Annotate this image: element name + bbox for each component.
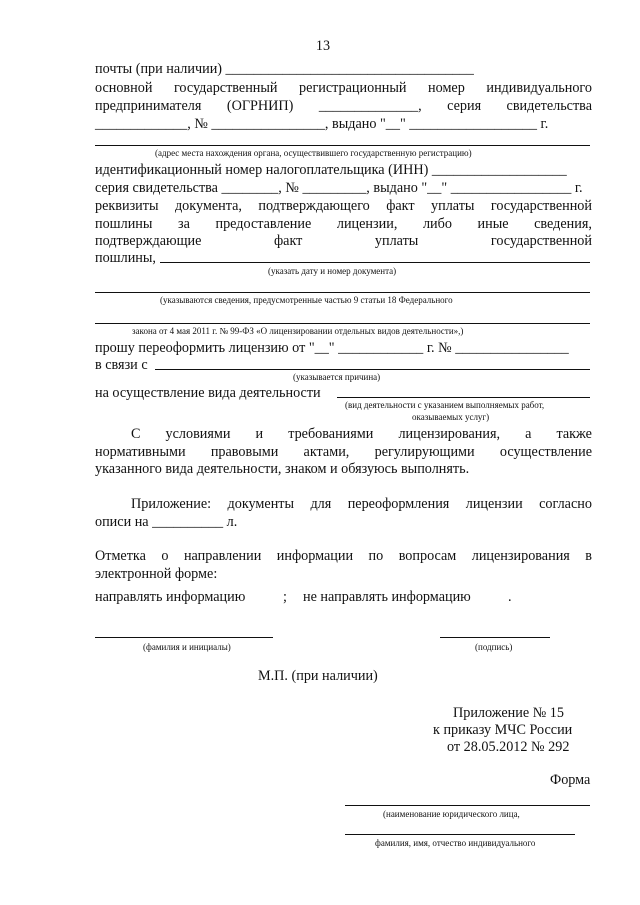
- postal-line: почты (при наличии) ___________________________________: [95, 61, 474, 77]
- appendix-number: Приложение № 15: [453, 705, 564, 721]
- fee-line-label: пошлины,: [95, 250, 156, 266]
- inn-line: идентификационный номер налогоплательщика (ИНН) ___________________: [95, 162, 567, 178]
- conditions-line-2: нормативными правовыми актами, регулирующими осуществление: [95, 444, 592, 460]
- form-label: Форма: [550, 772, 591, 788]
- ogrnip-line-1: основной государственный регистрационный номер индивидуального: [95, 80, 592, 96]
- fee-details-line-3: подтверждающие факт уплаты государственной: [95, 233, 592, 249]
- certificate-series-line: серия свидетельства ________, № _________, выдано "__" _________________ г.: [95, 180, 583, 196]
- fee-details-line-1: реквизиты документа, подтверждающего факт уплаты государственной: [95, 198, 592, 214]
- caption-article-9: (указываются сведения, предусмотренные частью 9 статьи 18 Федерального: [160, 295, 453, 305]
- caption-legal-entity: (наименование юридического лица,: [383, 809, 520, 819]
- activity-rule: [337, 397, 590, 398]
- fee-rule: [160, 262, 590, 263]
- electronic-notice-line-1: Отметка о направлении информации по вопросам лицензирования в: [95, 548, 592, 564]
- info-rule-1: [95, 292, 590, 293]
- activity-label: на осуществление вида деятельности: [95, 385, 321, 401]
- caption-date-number: (указать дату и номер документа): [268, 266, 397, 276]
- appendix-date: от 28.05.2012 № 292: [447, 739, 570, 755]
- entrepreneur-rule: [345, 834, 575, 835]
- reason-rule: [155, 369, 590, 370]
- caption-activity-2: оказываемых услуг): [412, 412, 490, 422]
- info-rule-2: [95, 323, 590, 324]
- stamp-placeholder: М.П. (при наличии): [258, 668, 378, 684]
- certificate-line: _____________, № ________________, выдано "__" __________________ г.: [95, 116, 549, 132]
- reissue-request-line: прошу переоформить лицензию от "__" ____________ г. № ________________: [95, 340, 569, 356]
- page-number: 13: [315, 38, 331, 54]
- attachment-line-2: описи на __________ л.: [95, 514, 238, 530]
- attachment-line-1: Приложение: документы для переоформления лицензии согласно: [131, 496, 592, 512]
- ogrnip-line-2: предпринимателя (ОГРНИП) ______________, серия свидетельства: [95, 98, 592, 114]
- appendix-order: к приказу МЧС России: [433, 722, 573, 738]
- option-send-info: направлять информацию: [95, 589, 246, 605]
- option-not-send-info: не направлять информацию: [303, 589, 471, 605]
- signature-rule: [440, 637, 550, 638]
- caption-law-99: закона от 4 мая 2011 г. № 99-ФЗ «О лицензировании отдельных видов деятельности»,): [132, 326, 464, 336]
- legal-entity-rule: [345, 805, 590, 806]
- fee-details-line-2: пошлины за предоставление лицензии, либо иные сведения,: [95, 216, 592, 232]
- caption-signature: (подпись): [475, 642, 513, 652]
- conditions-line-1: С условиями и требованиями лицензирования, а также: [131, 426, 592, 442]
- option-end-dot: .: [508, 589, 512, 605]
- caption-reason: (указывается причина): [293, 372, 381, 382]
- conditions-line-3: указанного вида деятельности, знаком и обязуюсь выполнять.: [95, 461, 470, 477]
- electronic-notice-line-2: электронной форме:: [95, 566, 218, 582]
- caption-activity-1: (вид деятельности с указанием выполняемых работ,: [345, 400, 545, 410]
- address-rule: [95, 145, 590, 146]
- reason-label: в связи с: [95, 357, 148, 373]
- caption-name-initials: (фамилия и инициалы): [143, 642, 231, 652]
- caption-registration-address: (адрес места нахождения органа, осуществившего государственную регистрацию): [155, 148, 472, 158]
- caption-entrepreneur: фамилия, имя, отчество индивидуального: [375, 838, 536, 848]
- name-signature-rule: [95, 637, 273, 638]
- option-separator: ;: [283, 589, 287, 605]
